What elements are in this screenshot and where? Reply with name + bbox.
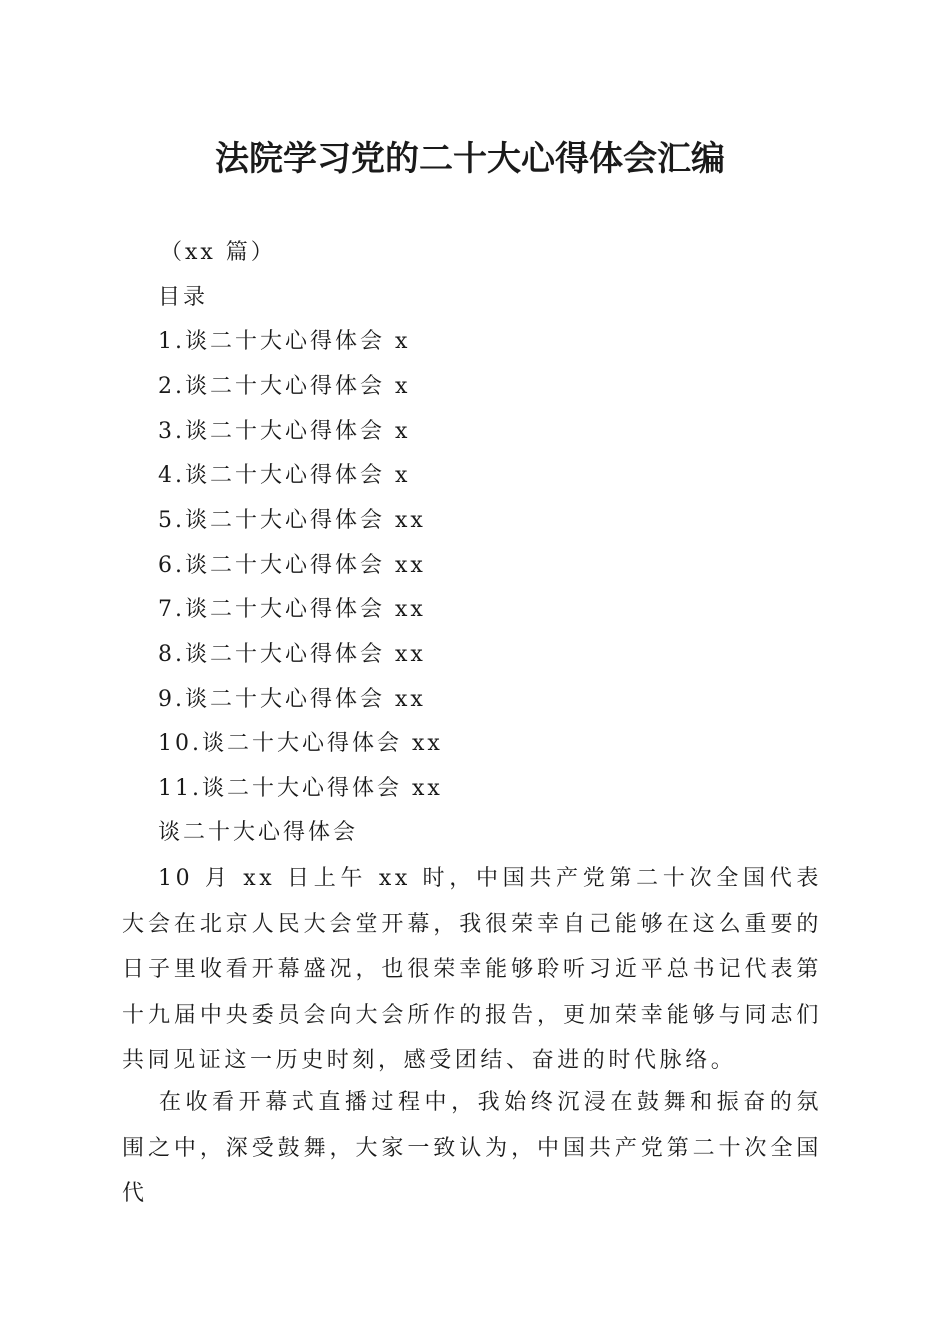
toc-item: 10.谈二十大心得体会 xx [158,731,443,756]
toc-heading: 目录 [158,285,209,310]
body-paragraph-text: 10 月 xx 日上午 xx 时，中国共产党第二十次全国代表大会在北京人民大会堂开幕，我很荣幸自己能够在这么重要的日子里收看开幕盛况，也很荣幸能够聆听习近平总书记代表第十九届中央委员会向大会所作的报告，更加荣幸能够与同志们共同见证这一历史时刻，感受团结、奋进的时代脉络。 [122,866,822,1073]
toc-item: 2.谈二十大心得体会 x [158,374,411,399]
toc-item: 9.谈二十大心得体会 xx [158,687,426,712]
article-count-note: （xx 篇） [160,240,276,265]
document-title: 法院学习党的二十大心得体会汇编 [215,139,725,179]
toc-item: 6.谈二十大心得体会 xx [158,553,426,578]
toc-item: 3.谈二十大心得体会 x [158,419,411,444]
body-paragraph [122,1080,822,1217]
body-paragraph [122,856,822,1084]
toc-item: 11.谈二十大心得体会 xx [158,776,443,801]
body-paragraph-text: 在收看开幕式直播过程中，我始终沉浸在鼓舞和振奋的氛围之中，深受鼓舞，大家一致认为，中国共产党第二十次全国代 [122,1090,822,1206]
section-heading: 谈二十大心得体会 [158,820,359,845]
toc-item: 5.谈二十大心得体会 xx [158,508,426,533]
toc-item: 4.谈二十大心得体会 x [158,463,411,488]
toc-item: 1.谈二十大心得体会 x [158,329,411,354]
toc-item: 8.谈二十大心得体会 xx [158,642,426,667]
toc-item: 7.谈二十大心得体会 xx [158,597,426,622]
